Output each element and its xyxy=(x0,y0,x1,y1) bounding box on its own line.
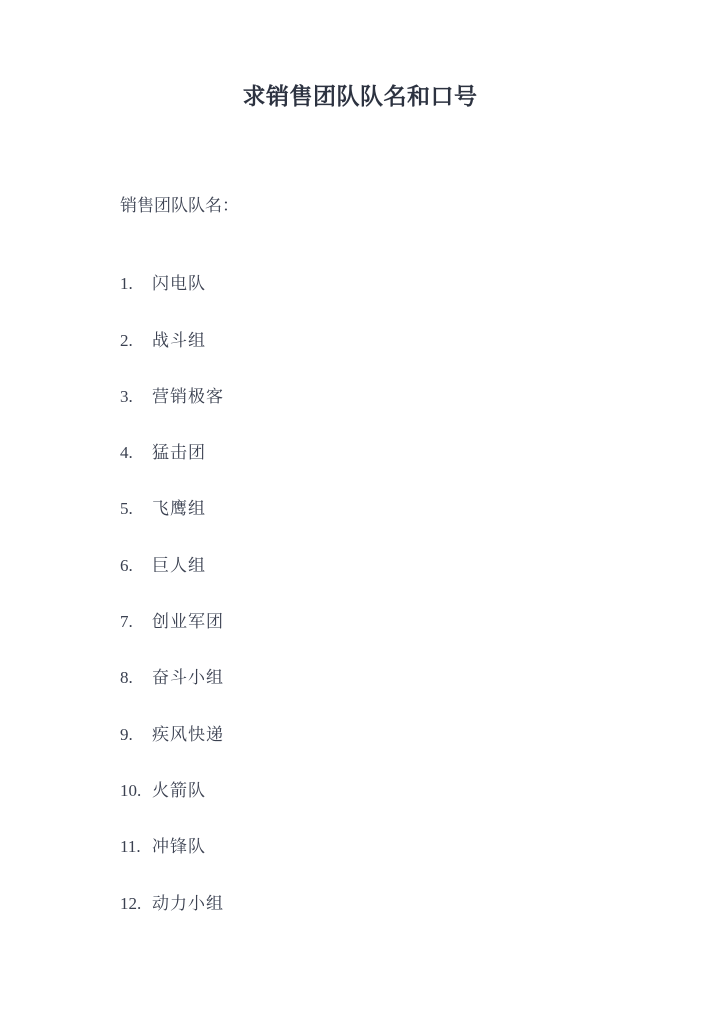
list-item-number: 3. xyxy=(120,386,133,406)
list-item xyxy=(120,894,720,950)
list-item-text: 奋斗小组 xyxy=(152,668,224,688)
section-label: 销售团队队名： xyxy=(120,196,239,216)
list-item xyxy=(120,837,720,893)
list-item xyxy=(120,612,720,668)
list-item-number: 2. xyxy=(120,330,133,350)
list-item-number: 7. xyxy=(120,612,133,632)
list-item xyxy=(120,274,720,330)
list-item xyxy=(120,725,720,781)
list-item-text: 闪电队 xyxy=(152,274,206,294)
list-item xyxy=(120,668,720,724)
list-item-text: 营销极客 xyxy=(152,386,224,406)
list-item xyxy=(120,781,720,837)
list-item-text: 疾风快递 xyxy=(152,724,224,744)
list-item-number: 1. xyxy=(120,274,133,294)
list-item-number: 4. xyxy=(120,443,133,463)
list-item-text: 巨人组 xyxy=(152,555,206,575)
list-item-text: 猛击团 xyxy=(152,443,206,463)
list-item-number: 12. xyxy=(120,893,142,913)
list-item-number: 9. xyxy=(120,724,133,744)
list-item xyxy=(120,387,720,443)
list-item-text: 火箭队 xyxy=(152,780,206,800)
list-item-number: 11. xyxy=(120,837,141,857)
list-item xyxy=(120,443,720,499)
list-item xyxy=(120,499,720,555)
list-item-text: 冲锋队 xyxy=(152,837,206,857)
team-name-list xyxy=(120,274,720,950)
list-item-text: 飞鹰组 xyxy=(152,499,206,519)
list-item-number: 6. xyxy=(120,555,133,575)
list-item xyxy=(120,331,720,387)
list-item-number: 8. xyxy=(120,668,133,688)
document-title: 求销售团队队名和口号 xyxy=(242,84,478,109)
list-item-number: 5. xyxy=(120,499,133,519)
list-item-text: 创业军团 xyxy=(152,612,224,632)
list-item xyxy=(120,556,720,612)
list-item-text: 战斗组 xyxy=(152,330,206,350)
list-item-text: 动力小组 xyxy=(152,893,224,913)
list-item-number: 10. xyxy=(120,780,142,800)
